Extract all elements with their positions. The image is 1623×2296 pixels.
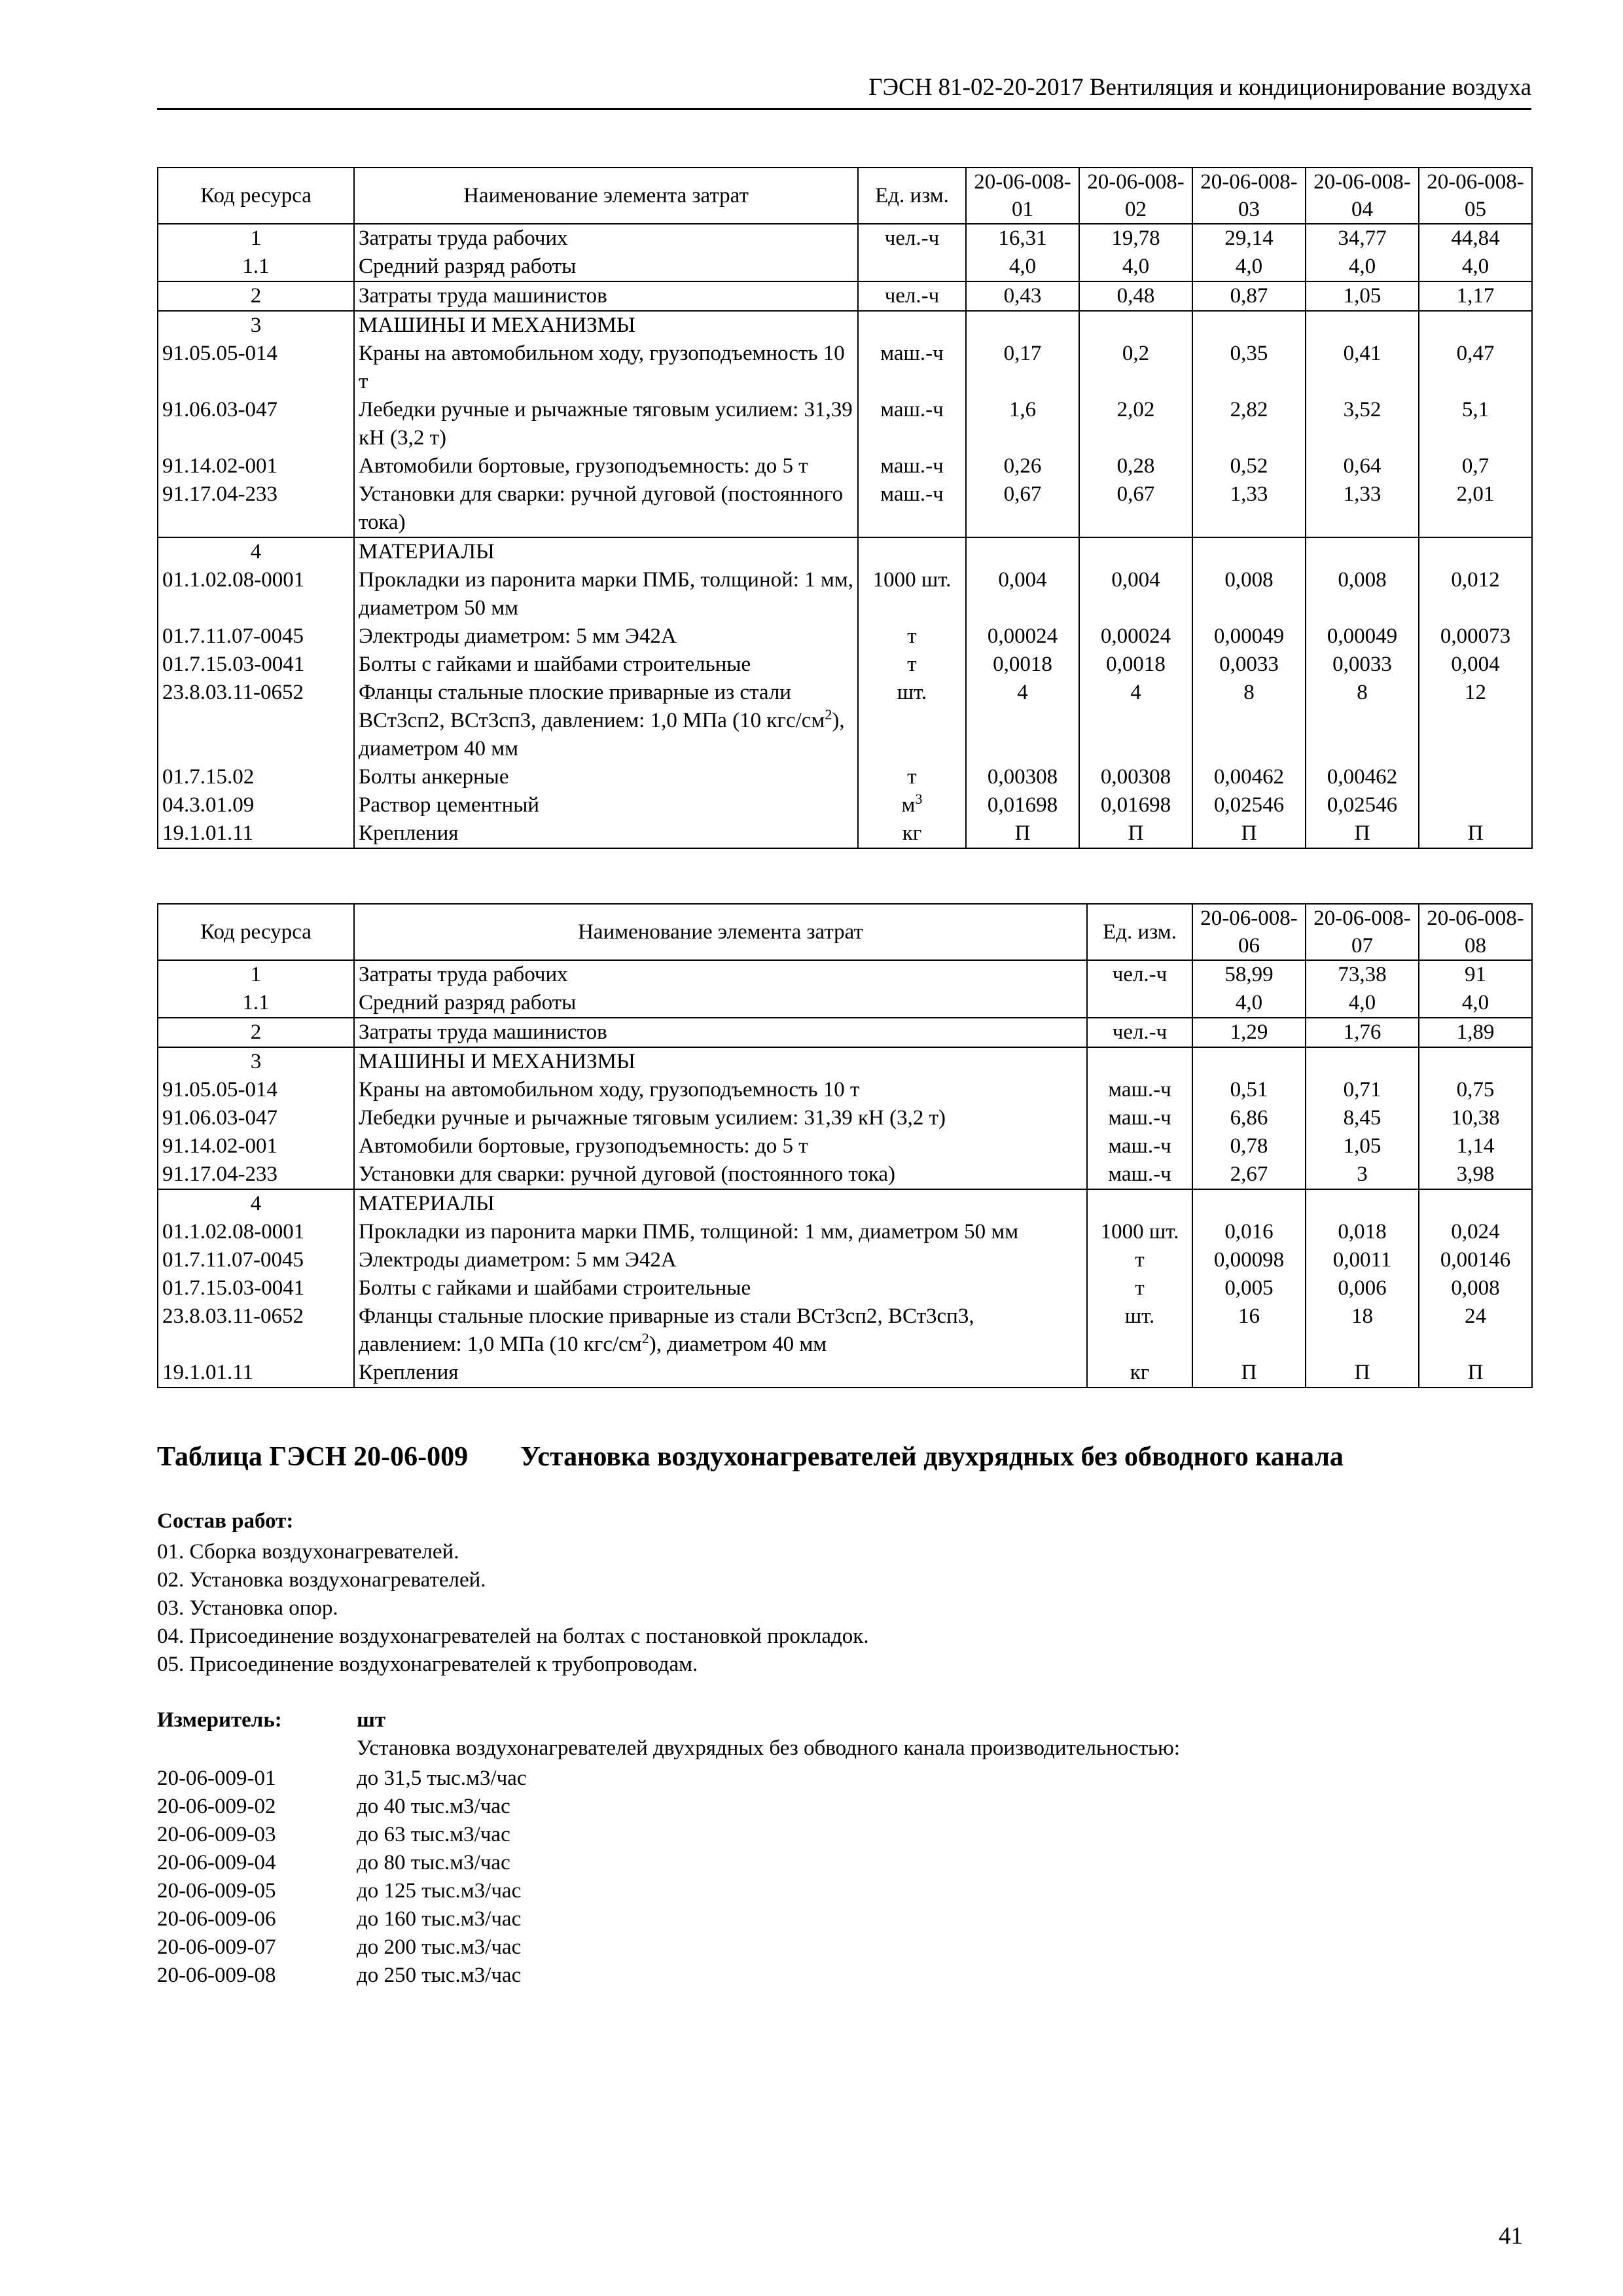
resource-value: 1,14 <box>1419 1132 1532 1160</box>
resource-value: 0,64 <box>1306 452 1419 480</box>
resource-code: 91.14.02-001 <box>158 452 354 480</box>
resource-value: 4 <box>966 679 1079 763</box>
table-row <box>158 1359 1532 1388</box>
col-header-name: Наименование элемента затрат <box>354 168 858 224</box>
resource-value: 0,28 <box>1079 452 1192 480</box>
resource-value: 8 <box>1306 679 1419 763</box>
resource-name: Краны на автомобильном ходу, грузоподъемность 10 т <box>354 1076 1087 1104</box>
table-row <box>158 253 1532 281</box>
resource-value: 1,6 <box>966 396 1079 452</box>
resource-value: 0,2 <box>1079 340 1192 396</box>
resource-value: 3 <box>1306 1160 1419 1189</box>
resource-name: Прокладки из паронита марки ПМБ, толщиной: 1 мм, диаметром 50 мм <box>354 566 858 622</box>
resource-value: 8 <box>1192 679 1306 763</box>
table-row <box>158 311 1532 340</box>
resource-name: Затраты труда машинистов <box>354 1018 1087 1047</box>
resource-value: 1,29 <box>1192 1018 1306 1047</box>
table-row <box>158 679 1532 763</box>
resource-value: П <box>1419 1359 1532 1388</box>
resource-value: 3,98 <box>1419 1160 1532 1189</box>
resource-group-name: МАТЕРИАЛЫ <box>354 537 858 566</box>
table-header-row <box>158 168 1532 224</box>
resource-unit: маш.-ч <box>1087 1132 1192 1160</box>
resource-value: 4,0 <box>1192 253 1306 281</box>
list-item <box>157 1821 526 1849</box>
resource-value: 0,006 <box>1306 1274 1419 1302</box>
norm-text: до 63 тыс.м3/час <box>357 1823 510 1846</box>
name-part: Фланцы стальные плоские приварные из стали ВСт3сп2, ВСт3сп3, давлением: 1,0 МПа (10 кгс/см <box>359 681 825 732</box>
resource-value: 0,0018 <box>966 651 1079 679</box>
resource-value: 0,005 <box>1192 1274 1306 1302</box>
col-header-norm: 20-06-008-01 <box>966 168 1079 224</box>
resource-value: 0,016 <box>1192 1218 1306 1246</box>
resource-value: 0,004 <box>1419 651 1532 679</box>
resource-value: 0,00462 <box>1306 763 1419 791</box>
col-header-norm: 20-06-008-07 <box>1306 904 1419 960</box>
resource-value: 8,45 <box>1306 1104 1419 1132</box>
table-row <box>158 763 1532 791</box>
resource-code: 91.05.05-014 <box>158 1076 354 1104</box>
resource-value: 0,00024 <box>966 622 1079 651</box>
resource-name: Лебедки ручные и рычажные тяговым усилием: 31,39 кН (3,2 т) <box>354 1104 1087 1132</box>
composition-list <box>157 1538 869 1679</box>
resource-name: Болты с гайками и шайбами строительные <box>354 651 858 679</box>
list-item: 04. Присоединение воздухонагревателей на болтах с постановкой прокладок. <box>157 1624 869 1648</box>
resource-value: 0,47 <box>1419 340 1532 396</box>
table-row <box>158 791 1532 819</box>
table-row <box>158 281 1532 311</box>
name-part: Фланцы стальные плоские приварные из стали ВСт3сп2, ВСт3сп3, давлением: 1,0 МПа (10 кгс/см <box>359 1304 974 1356</box>
resource-name: Автомобили бортовые, грузоподъемность: до 5 т <box>354 452 858 480</box>
resource-unit: маш.-ч <box>1087 1104 1192 1132</box>
resource-code: 3 <box>158 1047 354 1076</box>
table-row <box>158 819 1532 848</box>
col-header-code: Код ресурса <box>158 904 354 960</box>
table-row <box>158 224 1532 253</box>
norm-code: 20-06-009-08 <box>157 1964 276 1987</box>
resource-value: 1,76 <box>1306 1018 1419 1047</box>
norm-text: до 31,5 тыс.м3/час <box>357 1767 527 1790</box>
resource-code: 19.1.01.11 <box>158 819 354 848</box>
list-item <box>157 1933 526 1962</box>
norm-text: до 40 тыс.м3/час <box>357 1795 510 1818</box>
resource-value: 0,024 <box>1419 1218 1532 1246</box>
resource-value: 2,02 <box>1079 396 1192 452</box>
resource-value: 2,82 <box>1192 396 1306 452</box>
resource-code: 19.1.01.11 <box>158 1359 354 1388</box>
resource-unit <box>858 253 966 281</box>
resource-value: 0,48 <box>1079 281 1192 311</box>
resource-unit: т <box>858 622 966 651</box>
resource-value: 0,43 <box>966 281 1079 311</box>
resource-value: 0,012 <box>1419 566 1532 622</box>
table-row <box>158 1246 1532 1274</box>
resource-unit: т <box>858 651 966 679</box>
resource-value: 0,67 <box>966 480 1079 537</box>
resource-code: 01.7.11.07-0045 <box>158 1246 354 1274</box>
norm-code: 20-06-009-05 <box>157 1879 276 1903</box>
measure-unit: шт <box>357 1708 386 1732</box>
resource-value: 0,004 <box>1079 566 1192 622</box>
resource-value: 0,00073 <box>1419 622 1532 651</box>
list-item <box>157 1765 526 1793</box>
resource-code: 01.1.02.08-0001 <box>158 1218 354 1246</box>
resource-code: 1 <box>158 960 354 989</box>
resource-value: 0,87 <box>1192 281 1306 311</box>
resource-value: 0,51 <box>1192 1076 1306 1104</box>
resource-name: Затраты труда машинистов <box>354 281 858 311</box>
table-row <box>158 1104 1532 1132</box>
resource-value: 0,00462 <box>1192 763 1306 791</box>
resource-value: 0,67 <box>1079 480 1192 537</box>
resource-value: 0,00098 <box>1192 1246 1306 1274</box>
resource-value: 91 <box>1419 960 1532 989</box>
resource-group-name: МАШИНЫ И МЕХАНИЗМЫ <box>354 1047 1087 1076</box>
superscript: 3 <box>915 791 923 807</box>
resource-code: 01.1.02.08-0001 <box>158 566 354 622</box>
table-row <box>158 1218 1532 1246</box>
resource-group-name: МАТЕРИАЛЫ <box>354 1189 1087 1218</box>
table-row <box>158 622 1532 651</box>
resource-name: Лебедки ручные и рычажные тяговым усилием: 31,39 кН (3,2 т) <box>354 396 858 452</box>
norm-code: 20-06-009-02 <box>157 1795 276 1818</box>
resource-value: 4,0 <box>1306 989 1419 1018</box>
resource-value: 4 <box>1079 679 1192 763</box>
resource-name: Затраты труда рабочих <box>354 960 1087 989</box>
norm-code: 20-06-009-03 <box>157 1823 276 1846</box>
resource-code: 91.17.04-233 <box>158 480 354 537</box>
resource-unit: 1000 шт. <box>858 566 966 622</box>
resource-value: П <box>966 819 1079 848</box>
resource-value: 0,0033 <box>1192 651 1306 679</box>
resource-unit: маш.-ч <box>858 452 966 480</box>
col-header-code: Код ресурса <box>158 168 354 224</box>
table-row <box>158 480 1532 537</box>
resource-code: 91.05.05-014 <box>158 340 354 396</box>
resource-name: Болты анкерные <box>354 763 858 791</box>
resource-code: 91.06.03-047 <box>158 1104 354 1132</box>
table-row <box>158 989 1532 1018</box>
table-row <box>158 537 1532 566</box>
col-header-unit: Ед. изм. <box>858 168 966 224</box>
norm-text: до 160 тыс.м3/час <box>357 1907 522 1931</box>
section-heading <box>157 1441 1344 1473</box>
resource-value: 0,008 <box>1306 566 1419 622</box>
resource-value: 0,01698 <box>1079 791 1192 819</box>
col-header-norm: 20-06-008-08 <box>1419 904 1532 960</box>
resource-unit: кг <box>1087 1359 1192 1388</box>
resource-code: 01.7.11.07-0045 <box>158 622 354 651</box>
list-item: 02. Установка воздухонагревателей. <box>157 1568 486 1592</box>
resource-unit <box>858 791 966 819</box>
resource-value: 1,05 <box>1306 281 1419 311</box>
resource-unit <box>1087 989 1192 1018</box>
resource-name: Электроды диаметром: 5 мм Э42А <box>354 1246 1087 1274</box>
resource-value: П <box>1192 1359 1306 1388</box>
resource-value: 0,0018 <box>1079 651 1192 679</box>
resource-value: П <box>1306 819 1419 848</box>
table-row <box>158 1132 1532 1160</box>
header-rule <box>157 108 1531 110</box>
resource-name: Затраты труда рабочих <box>354 224 858 253</box>
resource-name: Раствор цементный <box>354 791 858 819</box>
col-header-norm: 20-06-008-03 <box>1192 168 1306 224</box>
table-row <box>158 1160 1532 1189</box>
resource-value: 0,01698 <box>966 791 1079 819</box>
resource-code: 1.1 <box>158 989 354 1018</box>
resource-value: 0,35 <box>1192 340 1306 396</box>
measure-list <box>157 1765 526 1990</box>
resource-value: 1,05 <box>1306 1132 1419 1160</box>
resource-value: П <box>1419 819 1532 848</box>
resource-unit: т <box>1087 1246 1192 1274</box>
resource-unit: т <box>858 763 966 791</box>
resource-value: 0,02546 <box>1192 791 1306 819</box>
table-row <box>158 1018 1532 1047</box>
table-title: Установка воздухонагревателей двухрядных без обводного канала <box>520 1442 1344 1472</box>
resource-code: 23.8.03.11-0652 <box>158 679 354 763</box>
resource-name: Электроды диаметром: 5 мм Э42А <box>354 622 858 651</box>
norm-text: до 200 тыс.м3/час <box>357 1935 522 1959</box>
resource-code: 91.06.03-047 <box>158 396 354 452</box>
resource-unit: чел.-ч <box>858 224 966 253</box>
resource-value: 0,00308 <box>966 763 1079 791</box>
resource-value: 34,77 <box>1306 224 1419 253</box>
table-label: Таблица ГЭСН 20-06-009 <box>157 1442 469 1472</box>
resource-unit: 1000 шт. <box>1087 1218 1192 1246</box>
resource-value: 0,008 <box>1192 566 1306 622</box>
resource-value: 0,008 <box>1419 1274 1532 1302</box>
resource-value: 0,004 <box>966 566 1079 622</box>
table-row <box>158 1076 1532 1104</box>
running-header: ГЭСН 81-02-20-2017 Вентиляция и кондиционирование воздуха <box>868 74 1531 101</box>
resource-value: 0,018 <box>1306 1218 1419 1246</box>
resource-code: 1 <box>158 224 354 253</box>
superscript: 2 <box>641 1330 649 1346</box>
table-row <box>158 396 1532 452</box>
resource-name: Средний разряд работы <box>354 989 1087 1018</box>
resource-unit: маш.-ч <box>1087 1076 1192 1104</box>
resource-unit: шт. <box>1087 1302 1192 1359</box>
col-header-name: Наименование элемента затрат <box>354 904 1087 960</box>
resource-code: 3 <box>158 311 354 340</box>
resource-code: 2 <box>158 1018 354 1047</box>
resource-value <box>1419 763 1532 791</box>
resource-name: Крепления <box>354 819 858 848</box>
norm-text: до 80 тыс.м3/час <box>357 1851 510 1874</box>
table-row <box>158 1274 1532 1302</box>
resource-value: 0,7 <box>1419 452 1532 480</box>
resource-unit: маш.-ч <box>858 396 966 452</box>
resource-value: 2,01 <box>1419 480 1532 537</box>
table-row <box>158 1189 1532 1218</box>
col-header-norm: 20-06-008-04 <box>1306 168 1419 224</box>
resource-value: 0,02546 <box>1306 791 1419 819</box>
resource-value: 0,00049 <box>1306 622 1419 651</box>
resource-code: 4 <box>158 1189 354 1218</box>
resource-code: 2 <box>158 281 354 311</box>
norm-code: 20-06-009-07 <box>157 1935 276 1959</box>
resource-name <box>354 1302 1087 1359</box>
composition-title: Состав работ: <box>157 1509 294 1533</box>
resource-value: 0,52 <box>1192 452 1306 480</box>
resource-unit: т <box>1087 1274 1192 1302</box>
list-item: 01. Сборка воздухонагревателей. <box>157 1540 459 1564</box>
col-header-norm: 20-06-008-06 <box>1192 904 1306 960</box>
list-item <box>157 1905 526 1933</box>
resource-name: Краны на автомобильном ходу, грузоподъемность 10 т <box>354 340 858 396</box>
resource-value: 4,0 <box>966 253 1079 281</box>
resource-code: 1.1 <box>158 253 354 281</box>
resource-value: 3,52 <box>1306 396 1419 452</box>
resource-unit: маш.-ч <box>858 480 966 537</box>
resource-value: 4,0 <box>1419 253 1532 281</box>
resource-code: 91.14.02-001 <box>158 1132 354 1160</box>
resource-unit: шт. <box>858 679 966 763</box>
resource-unit: чел.-ч <box>1087 960 1192 989</box>
table-row <box>158 452 1532 480</box>
resource-value: 1,33 <box>1192 480 1306 537</box>
resource-value: 6,86 <box>1192 1104 1306 1132</box>
resource-value: 58,99 <box>1192 960 1306 989</box>
resource-code: 04.3.01.09 <box>158 791 354 819</box>
resource-value: 1,33 <box>1306 480 1419 537</box>
resource-name: Установки для сварки: ручной дуговой (постоянного тока) <box>354 480 858 537</box>
resource-value: 5,1 <box>1419 396 1532 452</box>
resource-value: 2,67 <box>1192 1160 1306 1189</box>
resource-value: 4,0 <box>1419 989 1532 1018</box>
resource-value: 0,00024 <box>1079 622 1192 651</box>
resource-value: 19,78 <box>1079 224 1192 253</box>
resource-value: 0,71 <box>1306 1076 1419 1104</box>
resource-value: П <box>1079 819 1192 848</box>
resource-value: П <box>1192 819 1306 848</box>
resource-name: Автомобили бортовые, грузоподъемность: до 5 т <box>354 1132 1087 1160</box>
resource-value: 73,38 <box>1306 960 1419 989</box>
resource-value: 0,17 <box>966 340 1079 396</box>
norm-code: 20-06-009-01 <box>157 1767 276 1790</box>
resource-value: 0,41 <box>1306 340 1419 396</box>
resource-name: Прокладки из паронита марки ПМБ, толщиной: 1 мм, диаметром 50 мм <box>354 1218 1087 1246</box>
resource-name <box>354 679 858 763</box>
table-row <box>158 1047 1532 1076</box>
resource-value: 4,0 <box>1192 989 1306 1018</box>
measure-label: Измеритель: <box>157 1708 282 1732</box>
table-row <box>158 960 1532 989</box>
resource-value: 0,00308 <box>1079 763 1192 791</box>
name-part: ), диаметром 40 мм <box>649 1333 827 1356</box>
resource-value: 18 <box>1306 1302 1419 1359</box>
page-number: 41 <box>1499 2223 1523 2250</box>
resource-value: 16 <box>1192 1302 1306 1359</box>
resource-value: 0,0033 <box>1306 651 1419 679</box>
resource-value: 1,17 <box>1419 281 1532 311</box>
resource-code: 23.8.03.11-0652 <box>158 1302 354 1359</box>
resource-value: 24 <box>1419 1302 1532 1359</box>
resource-name: Крепления <box>354 1359 1087 1388</box>
resource-value: 44,84 <box>1419 224 1532 253</box>
resource-unit: кг <box>858 819 966 848</box>
col-header-norm: 20-06-008-05 <box>1419 168 1532 224</box>
resource-value: 1,89 <box>1419 1018 1532 1047</box>
resource-value <box>1419 791 1532 819</box>
list-item <box>157 1793 526 1821</box>
resource-value: 0,75 <box>1419 1076 1532 1104</box>
resource-name: Установки для сварки: ручной дуговой (постоянного тока) <box>354 1160 1087 1189</box>
norm-code: 20-06-009-06 <box>157 1907 276 1931</box>
resource-code: 91.17.04-233 <box>158 1160 354 1189</box>
list-item <box>157 1962 526 1990</box>
resource-value: 0,0011 <box>1306 1246 1419 1274</box>
list-item <box>157 1849 526 1877</box>
resource-value: П <box>1306 1359 1419 1388</box>
table-row <box>158 651 1532 679</box>
resource-unit: маш.-ч <box>1087 1160 1192 1189</box>
superscript: 2 <box>825 706 832 723</box>
col-header-norm: 20-06-008-02 <box>1079 168 1192 224</box>
resource-name: Средний разряд работы <box>354 253 858 281</box>
resource-value: 0,00049 <box>1192 622 1306 651</box>
table-row <box>158 340 1532 396</box>
resource-value: 4,0 <box>1306 253 1419 281</box>
resource-value: 0,00146 <box>1419 1246 1532 1274</box>
list-item: 05. Присоединение воздухонагревателей к трубопроводам. <box>157 1653 698 1676</box>
resource-code: 4 <box>158 537 354 566</box>
norm-text: до 250 тыс.м3/час <box>357 1964 522 1987</box>
table-header-row <box>158 904 1532 960</box>
resource-unit: чел.-ч <box>858 281 966 311</box>
resource-code: 01.7.15.03-0041 <box>158 1274 354 1302</box>
resource-unit: чел.-ч <box>1087 1018 1192 1047</box>
resource-value: 29,14 <box>1192 224 1306 253</box>
resource-code: 01.7.15.02 <box>158 763 354 791</box>
unit-part: м <box>901 793 916 817</box>
name-part: ), диаметром 40 мм <box>359 709 845 761</box>
col-header-unit: Ед. изм. <box>1087 904 1192 960</box>
resource-value: 0,26 <box>966 452 1079 480</box>
resource-group-name: МАШИНЫ И МЕХАНИЗМЫ <box>354 311 858 340</box>
resource-code: 01.7.15.03-0041 <box>158 651 354 679</box>
resource-unit: маш.-ч <box>858 340 966 396</box>
resource-value: 16,31 <box>966 224 1079 253</box>
resource-table-1 <box>157 167 1533 849</box>
resource-table-2 <box>157 903 1533 1388</box>
table-row <box>158 1302 1532 1359</box>
measure-description: Установка воздухонагревателей двухрядных без обводного канала производительностью: <box>357 1736 1180 1760</box>
table-row <box>158 566 1532 622</box>
list-item <box>157 1877 526 1905</box>
list-item: 03. Установка опор. <box>157 1596 338 1620</box>
resource-name: Болты с гайками и шайбами строительные <box>354 1274 1087 1302</box>
resource-value: 4,0 <box>1079 253 1192 281</box>
norm-text: до 125 тыс.м3/час <box>357 1879 522 1903</box>
resource-value: 12 <box>1419 679 1532 763</box>
norm-code: 20-06-009-04 <box>157 1851 276 1874</box>
resource-value: 10,38 <box>1419 1104 1532 1132</box>
resource-value: 0,78 <box>1192 1132 1306 1160</box>
